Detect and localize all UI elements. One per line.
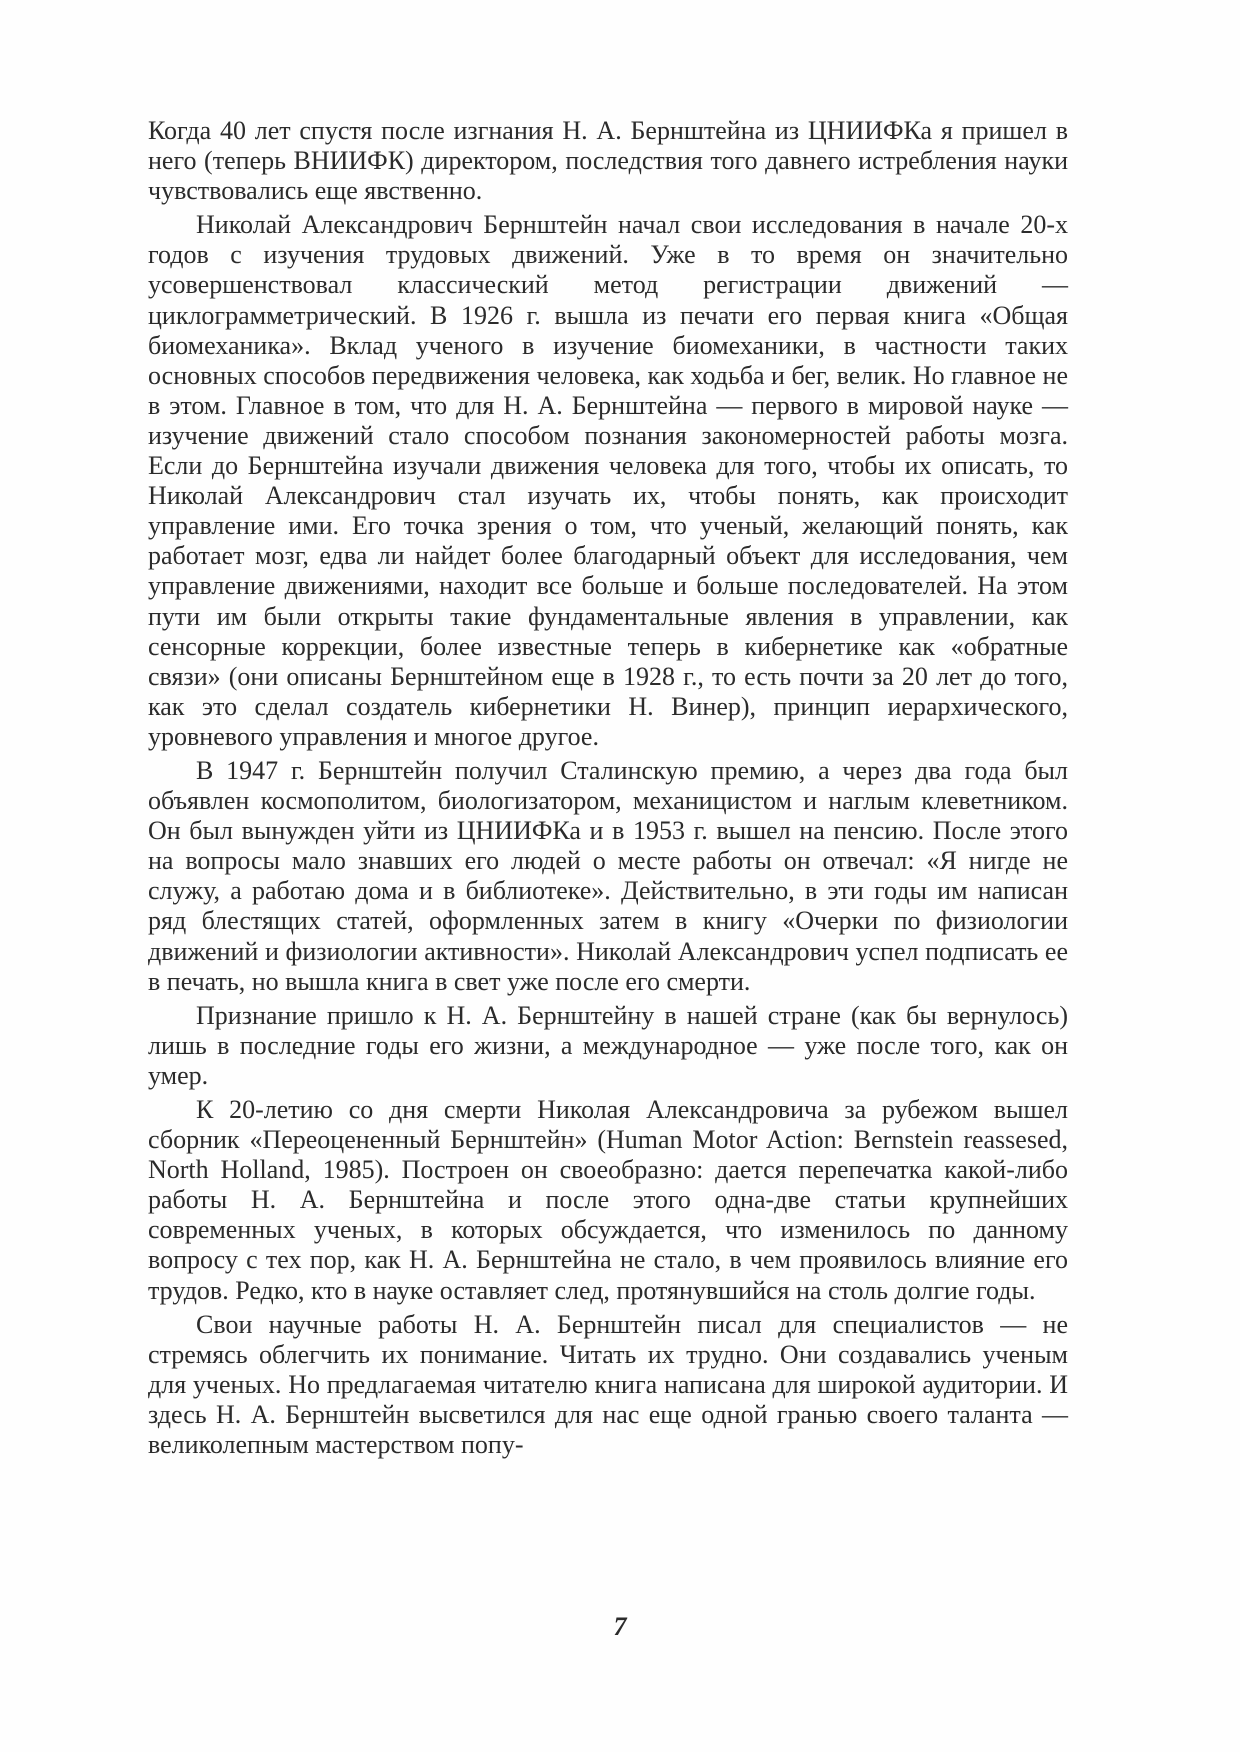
paragraph-1: Когда 40 лет спустя после изгнания Н. А. Бернштейна из ЦНИИФКа я пришел в него (теперь ВНИИФК) директором, последствия того давнего истребления науки чувствовались еще явственно. xyxy=(148,116,1068,206)
paragraph-6: Свои научные работы Н. А. Бернштейн писал для специалистов — не стремясь облегчить их понимание. Читать их трудно. Они создавались ученым для ученых. Но предлагаемая читателю книга написана для широкой аудитории. И здесь Н. А. Бернштейн высветился для нас еще одной гранью своего таланта — великолепным мастерством попу- xyxy=(148,1309,1068,1460)
paragraph-5: К 20-летию со дня смерти Николая Александровича за рубежом вышел сборник «Переоцененный Бернштейн» (Human Motor Action: Bernstein reassesed, North Holland, 1985). Построен он своеобразно: дается перепечатка какой-либо работы Н. А. Бернштейна и после этого одна-две статьи крупнейших современных ученых, в которых обсуждается, что изменилось по данному вопросу с тех пор, как Н. А. Бернштейна не стало, в чем проявилось влияние его трудов. Редко, кто в науке оставляет след, протянувшийся на столь долгие годы. xyxy=(148,1095,1068,1305)
page-number: 7 xyxy=(613,1612,627,1641)
body-text xyxy=(148,116,1068,1464)
paragraph-2: Николай Александрович Бернштейн начал свои исследования в начале 20-х годов с изучения трудовых движений. Уже в то время он значительно усовершенствовал классический метод регистрации движений — циклограмметрический. В 1926 г. вышла из печати его первая книга «Общая биомеханика». Вклад ученого в изучение биомеханики, в частности таких основных способов передвижения человека, как ходьба и бег, велик. Но главное не в этом. Главное в том, что для Н. А. Бернштейна — первого в мировой науке — изучение движений стало способом познания закономерностей работы мозга. Если до Бернштейна изучали движения человека для того, чтобы их описать, то Николай Александрович стал изучать их, чтобы понять, как происходит управление ими. Его точка зрения о том, что ученый, желающий понять, как работает мозг, едва ли найдет более благодарный объект для исследования, чем управление движениями, находит все больше и больше последователей. На этом пути им были открыты такие фундаментальные явления в управлении, как сенсорные коррекции, более известные теперь в кибернетике как «обратные связи» (они описаны Бернштейном еще в 1928 г., то есть почти за 20 лет до того, как это сделал создатель кибернетики Н. Винер), принцип иерархического, уровневого управления и многое другое. xyxy=(148,210,1068,751)
paragraph-3: В 1947 г. Бернштейн получил Сталинскую премию, а через два года был объявлен космополитом, биологизатором, механицистом и наглым клеветником. Он был вынужден уйти из ЦНИИФКа и в 1953 г. вышел на пенсию. После этого на вопросы мало знавших его людей о месте работы он отвечал: «Я нигде не служу, а работаю дома и в библиотеке». Действительно, в эти годы им написан ряд блестящих статей, оформленных затем в книгу «Очерки по физиологии движений и физиологии активности». Николай Александрович успел подписать ее в печать, но вышла книга в свет уже после его смерти. xyxy=(148,755,1068,996)
paragraph-4: Признание пришло к Н. А. Бернштейну в нашей стране (как бы вернулось) лишь в последние годы его жизни, а международное — уже после того, как он умер. xyxy=(148,1000,1068,1090)
